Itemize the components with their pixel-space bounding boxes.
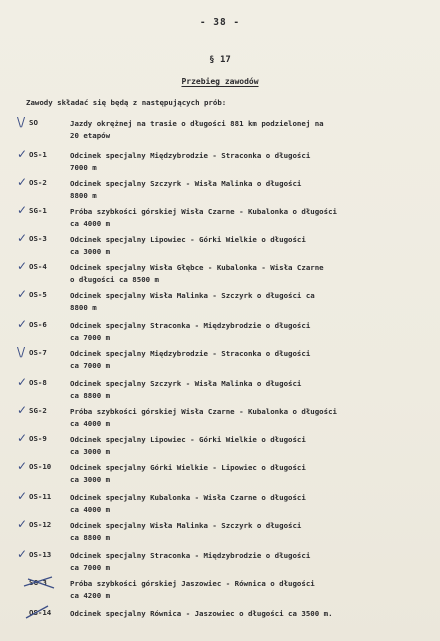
check-mark-icon: ✓ — [17, 231, 28, 245]
heading-text: Przebieg zawodów — [181, 77, 259, 86]
entry-line-2: ca 7000 m — [70, 332, 111, 342]
entry-code: OS-13 — [29, 550, 52, 559]
entry-code: OS-10 — [29, 462, 52, 471]
entry-code: OS-7 — [29, 348, 47, 357]
entry-description — [70, 234, 425, 257]
entry-line-1: Próba szybkości górskiej Jaszowiec - Równica o długości — [70, 579, 315, 588]
entry-code: OS-9 — [29, 434, 47, 443]
check-mark-icon: ✓ — [17, 547, 28, 561]
check-mark-icon: \/ — [17, 345, 26, 359]
entry-code: OS-3 — [29, 234, 47, 243]
entry-line-1: Odcinek specjalny Międzybrodzie - Straconka o długości — [70, 151, 311, 160]
check-mark-icon: ✓ — [17, 259, 28, 273]
entry-line-1: Odcinek specjalny Lipowiec - Górki Wielkie o długości — [70, 435, 306, 444]
check-mark-icon: ✓ — [17, 175, 28, 189]
entry-description — [70, 150, 425, 173]
entry-code: OS-1 — [29, 150, 47, 159]
check-mark-icon: ✓ — [17, 403, 28, 417]
entry-line-2: ca 3000 m — [70, 246, 111, 256]
entry-line-2: ca 8800 m — [70, 532, 111, 542]
entry-description — [70, 406, 425, 429]
strike-through-mark — [22, 574, 58, 590]
entry-line-1: Odcinek specjalny Szczyrk - Wisła Malinka o długości — [70, 379, 302, 388]
entry-code: SG-2 — [29, 406, 47, 415]
check-mark-icon: ✓ — [17, 489, 28, 503]
entry-line-2: 8800 m — [70, 302, 97, 312]
entry-description — [70, 520, 425, 543]
entry-line-2: ca 7000 m — [70, 360, 111, 370]
entry-line-1: Odcinek specjalny Wisła Głębce - Kubalonka - Wisła Czarne — [70, 263, 324, 272]
entry-description — [70, 206, 425, 229]
entry-line-2: ca 7000 m — [70, 562, 111, 572]
entry-description — [70, 320, 425, 343]
entry-line-2: ca 3000 m — [70, 474, 111, 484]
entry-line-2: ca 8800 m — [70, 390, 111, 400]
entry-line-2: ca 4000 m — [70, 218, 111, 228]
entry-line-1: Odcinek specjalny Wisła Malinka - Szczyrk o długości — [70, 521, 302, 530]
entry-line-2: ca 4000 m — [70, 418, 111, 428]
entry-code: OS-11 — [29, 492, 52, 501]
entry-description — [70, 378, 425, 401]
entry-description — [70, 290, 425, 313]
check-mark-icon: ✓ — [17, 203, 28, 217]
entry-code: OS-8 — [29, 378, 47, 387]
entry-description — [70, 434, 425, 457]
entry-line-1: Odcinek specjalny Górki Wielkie - Lipowiec o długości — [70, 463, 306, 472]
entry-description — [70, 462, 425, 485]
check-mark-icon: ✓ — [17, 375, 28, 389]
page-number: - 38 - — [199, 17, 241, 28]
entry-line-1: Jazdy okrężnej na trasie o długości 881 km podzielonej na — [70, 119, 324, 128]
entry-line-1: Odcinek specjalny Kubalonka - Wisła Czarne o długości — [70, 493, 306, 502]
entry-code: SG-3 — [29, 578, 47, 587]
entry-code: OS-12 — [29, 520, 52, 529]
entry-line-2: 8800 m — [70, 190, 97, 200]
entry-line-1: Odcinek specjalny Równica - Jaszowiec o długości ca 3500 m. — [70, 609, 333, 618]
entry-line-1: Próba szybkości górskiej Wisła Czarne - Kubalonka o długości — [70, 207, 337, 216]
entry-description — [70, 578, 425, 601]
section-number: § 17 — [209, 55, 231, 65]
entry-description — [70, 492, 425, 515]
entry-description — [70, 262, 425, 285]
check-mark-icon: ✓ — [17, 287, 28, 301]
entry-description — [70, 608, 425, 620]
entry-line-1: Odcinek specjalny Straconka - Międzybrodzie o długości — [70, 321, 311, 330]
entry-line-2: 7000 m — [70, 162, 97, 172]
entry-description — [70, 178, 425, 201]
entry-description — [70, 550, 425, 573]
entry-line-2: 20 etapów — [70, 130, 111, 140]
entry-description — [70, 118, 425, 141]
entry-line-1: Odcinek specjalny Szczyrk - Wisła Malinka o długości — [70, 179, 302, 188]
entry-description — [70, 348, 425, 371]
entry-line-1: Odcinek specjalny Lipowiec - Górki Wielkie o długości — [70, 235, 306, 244]
entry-line-1: Odcinek specjalny Wisła Malinka - Szczyrk o długości ca — [70, 291, 315, 300]
check-mark-icon: ✓ — [17, 431, 28, 445]
entry-line-2: ca 4200 m — [70, 590, 111, 600]
entry-code: OS-5 — [29, 290, 47, 299]
check-mark-icon: \/ — [17, 115, 26, 129]
entry-code: OS-14 — [29, 608, 52, 617]
check-mark-icon: ✓ — [17, 459, 28, 473]
intro-text: Zawody składać się będą z następujących prób: — [26, 98, 227, 107]
check-mark-icon: ✓ — [17, 317, 28, 331]
entry-line-2: o długości ca 8500 m — [70, 274, 159, 284]
check-mark-icon: ✓ — [17, 147, 28, 161]
entry-code: OS-2 — [29, 178, 47, 187]
entry-code: OS-4 — [29, 262, 47, 271]
entry-line-2: ca 4000 m — [70, 504, 111, 514]
section-heading — [0, 77, 440, 86]
entry-line-2: ca 3000 m — [70, 446, 111, 456]
entry-line-1: Próba szybkości górskiej Wisła Czarne - Kubalonka o długości — [70, 407, 337, 416]
entry-line-1: Odcinek specjalny Straconka - Międzybrodzie o długości — [70, 551, 311, 560]
entry-line-1: Odcinek specjalny Międzybrodzie - Straconka o długości — [70, 349, 311, 358]
check-mark-icon: ✓ — [17, 517, 28, 531]
strike-through-mark — [22, 604, 58, 620]
entry-code: OS-6 — [29, 320, 47, 329]
entry-code: SO — [29, 118, 38, 127]
entry-code: SG-1 — [29, 206, 47, 215]
